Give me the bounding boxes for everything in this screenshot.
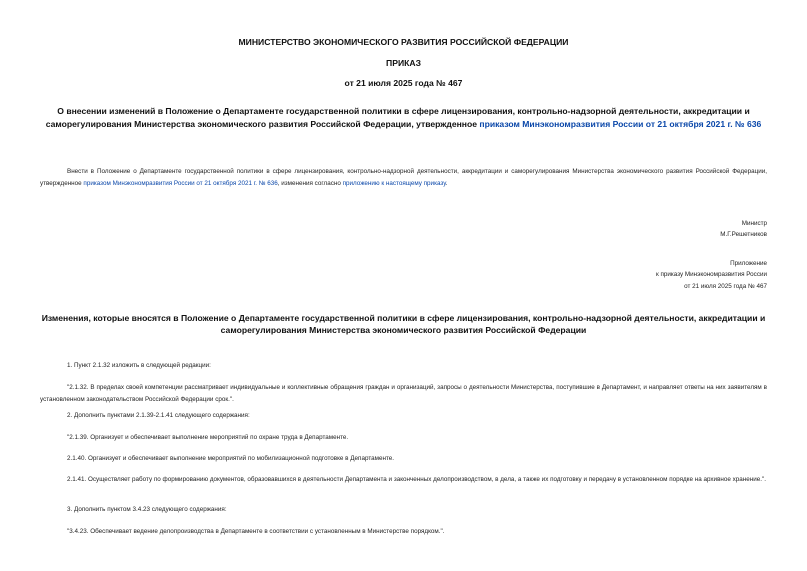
document-date-number: от 21 июля 2025 года № 467 [344, 78, 463, 88]
item-2-quote-2139: "2.1.39. Организует и обеспечивает выполнение мероприятий по охране труда в Департаменте. [67, 434, 349, 441]
item-3-quote: "3.4.23. Обеспечивает ведение делопроизводства в Департаменте в соответствии с установленным в Министерстве порядком.". [67, 528, 445, 535]
document-title [40, 105, 767, 130]
preamble-text-1: Внести в Положение о Департаменте государственной политики в сфере лицензирования, контрольно-надзорной деятельности, аккредитации и саморегулирования Министерства экономического развития Российской Федерации, утвержденное [40, 168, 767, 187]
preamble-text-3: . [445, 179, 448, 187]
preamble-paragraph [40, 166, 767, 189]
changes-title: Изменения, которые вносятся в Положение о Департаменте государственной политики в сфере лицензирования, контрольно-надзорной деятельности, аккредитации и саморегулирования Министерства экономического развития Российской Федерации [41, 313, 766, 336]
order-636-link[interactable]: приказом Минэкономразвития России от 21 октября 2021 г. № 636 [479, 118, 762, 129]
appendix-ref-line-2: от 21 июля 2025 года № 467 [684, 282, 767, 290]
document-title-text: О внесении изменений в Положение о Департаменте государственной политики в сфере лицензирования, контрольно-надзорной деятельности, аккредитации и саморегулирования Министерства экономического развития Российской Федерации, утвержденное [45, 106, 750, 129]
appendix-link[interactable]: приложению к настоящему приказу [342, 179, 446, 187]
signatory-name: М.Г.Решетников [720, 231, 767, 239]
signatory-position: Министр [741, 220, 767, 227]
item-2-quote-2140: 2.1.40. Организует и обеспечивает выполнение мероприятий по мобилизационной подготовке в Департаменте. [67, 455, 395, 462]
appendix-ref-line-1: к приказу Минэкономразвития России [655, 271, 767, 279]
item-2-quote-2141: 2.1.41. Осуществляет работу по формированию документов, образовавшихся в деятельности Департамента и законченных делопроизводством, в дела, а также их подготовку и передачу в установленном порядке на архивное хранение.". [67, 476, 767, 483]
item-1-quote: "2.1.32. В пределах своей компетенции рассматривает индивидуальные и коллективные обращения граждан и организаций, запросы о деятельности Министерства, поступившие в Департамент, и направляет ответы на них заявителям в установленном законодательством Российской Федерации срок.". [40, 384, 767, 403]
item-1: 1. Пункт 2.1.32 изложить в следующей редакции: [67, 362, 211, 369]
signature-block [720, 218, 767, 241]
item-3: 3. Дополнить пунктом 3.4.23 следующего содержания: [67, 506, 227, 513]
preamble-order-link[interactable]: приказом Минэкономразвития России от 21 октября 2021 г. № 636 [83, 179, 278, 187]
preamble-text-2: , изменения согласно [277, 179, 343, 187]
item-2: 2. Дополнить пунктами 2.1.39-2.1.41 следующего содержания: [67, 412, 250, 419]
document-type: ПРИКАЗ [386, 58, 421, 68]
ministry-heading: МИНИСТЕРСТВО ЭКОНОМИЧЕСКОГО РАЗВИТИЯ РОССИЙСКОЙ ФЕДЕРАЦИИ [238, 37, 569, 47]
appendix-label: Приложение [730, 260, 767, 267]
appendix-block [656, 258, 767, 292]
